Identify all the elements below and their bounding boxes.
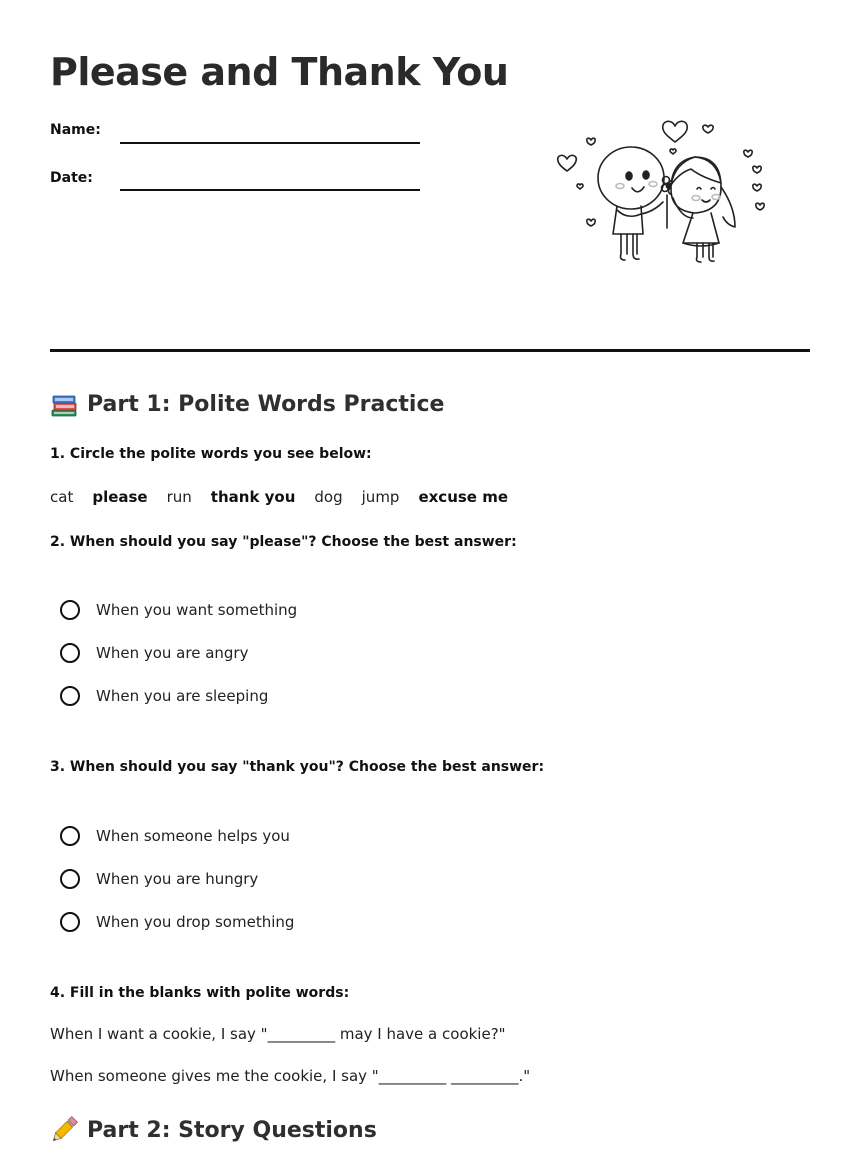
- q3-option-1[interactable]: [60, 824, 290, 848]
- date-field[interactable]: [120, 189, 420, 191]
- fill-blank-sentence-2[interactable]: When someone gives me the cookie, I say "_________ _________.": [50, 1067, 531, 1085]
- part2-heading: [50, 1116, 377, 1144]
- option-label: When you are sleeping: [96, 687, 269, 705]
- word-choice[interactable]: please: [92, 488, 148, 506]
- name-field[interactable]: [120, 142, 420, 144]
- books-icon: [50, 390, 78, 418]
- word-choice[interactable]: jump: [361, 488, 400, 506]
- part1-heading-text: Part 1: Polite Words Practice: [87, 391, 445, 417]
- radio-button[interactable]: [60, 912, 80, 932]
- radio-button[interactable]: [60, 686, 80, 706]
- radio-button[interactable]: [60, 869, 80, 889]
- q2-option-3[interactable]: [60, 684, 268, 708]
- option-label: When you drop something: [96, 913, 295, 931]
- part1-heading: [50, 390, 444, 418]
- radio-button[interactable]: [60, 826, 80, 846]
- part2-heading-text: Part 2: Story Questions: [87, 1117, 377, 1143]
- option-label: When you are hungry: [96, 870, 259, 888]
- worksheet-title: Please and Thank You: [50, 50, 509, 94]
- question-2: 2. When should you say "please"? Choose the best answer:: [50, 534, 517, 550]
- radio-button[interactable]: [60, 600, 80, 620]
- word-choice[interactable]: excuse me: [418, 488, 508, 506]
- pencil-icon: [50, 1116, 78, 1144]
- word-choice[interactable]: dog: [314, 488, 343, 506]
- word-choice[interactable]: run: [166, 488, 192, 506]
- q2-option-1[interactable]: [60, 598, 297, 622]
- option-label: When you are angry: [96, 644, 249, 662]
- name-label: Name:: [50, 122, 101, 138]
- fill-blank-sentence-1[interactable]: When I want a cookie, I say "_________ may I have a cookie?": [50, 1025, 506, 1043]
- polite-word-list: [50, 488, 527, 506]
- question-3: 3. When should you say "thank you"? Choose the best answer:: [50, 759, 545, 775]
- word-choice[interactable]: cat: [50, 488, 74, 506]
- date-label: Date:: [50, 170, 93, 186]
- question-1: 1. Circle the polite words you see below:: [50, 446, 372, 462]
- two-children-sharing-flower-icon: [555, 110, 770, 270]
- question-4: 4. Fill in the blanks with polite words:: [50, 985, 350, 1001]
- option-label: When someone helps you: [96, 827, 290, 845]
- q3-option-3[interactable]: [60, 910, 294, 934]
- q2-option-2[interactable]: [60, 641, 248, 665]
- q3-option-2[interactable]: [60, 867, 258, 891]
- radio-button[interactable]: [60, 643, 80, 663]
- header-divider: [50, 349, 810, 352]
- option-label: When you want something: [96, 601, 298, 619]
- word-choice[interactable]: thank you: [210, 488, 296, 506]
